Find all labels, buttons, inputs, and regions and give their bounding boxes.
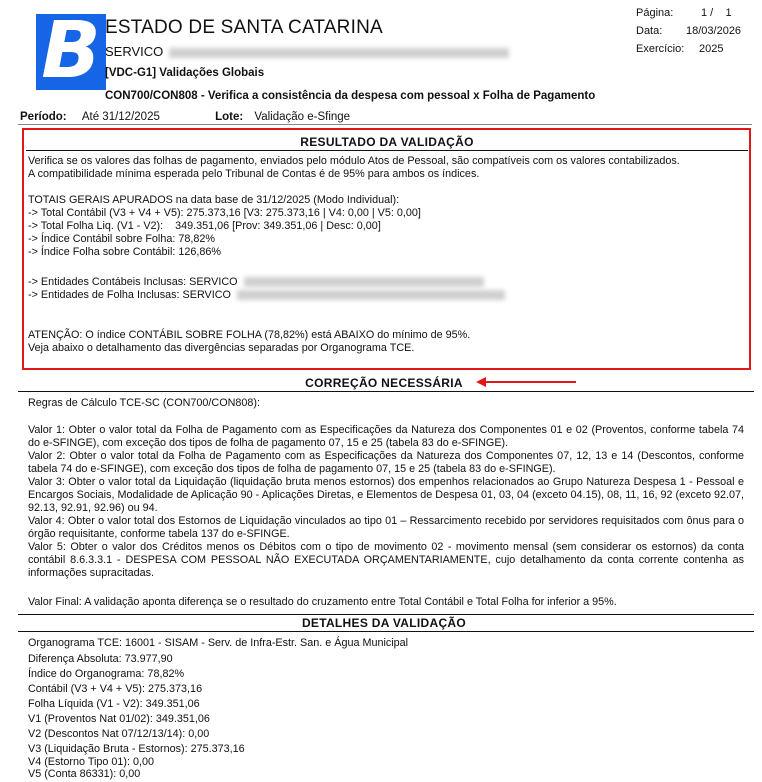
service-label: SERVICO <box>105 44 164 59</box>
date-label: Data: <box>636 25 663 37</box>
result-line: TOTAIS GERAIS APURADOS na data base de 31/12/2025 (Modo Individual): <box>28 194 400 206</box>
year-label: Exercício: <box>636 43 685 55</box>
redacted-text <box>244 277 484 287</box>
rule-final: Valor Final: A validação aponta diferença se o resultado do cruzamento entre Total Contábil e Total Folha for inferior a 95%. <box>28 596 617 608</box>
correction-title: CORREÇÃO NECESSÁRIA <box>305 376 463 390</box>
result-line: -> Total Contábil (V3 + V4 + V5): 275.373,16 [V3: 275.373,16 | V4: 0,00 | V5: 0,00] <box>28 207 421 219</box>
details-top-rule <box>18 614 754 615</box>
result-warning: ATENÇÃO: O índice CONTÁBIL SOBRE FOLHA (78,82%) está ABAIXO do mínimo de 95%. <box>28 329 471 341</box>
correction-title-rule <box>18 391 754 392</box>
detail-line: Folha Líquida (V1 - V2): 349.351,06 <box>28 698 200 710</box>
result-line: Verifica se os valores das folhas de pagamento, enviados pelo módulo Atos de Pessoal, são compatíveis com os valores contabilizados. <box>28 155 680 167</box>
result-title-rule <box>26 150 748 151</box>
rule-value-2: Valor 2: Obter o valor total da Folha de Pagamento com as Especificações da Natureza dos Componentes 07, 12, 13 e 14 (Descontos, conforme tabela 74 do e-SFINGE), com exceção dos tipos de folha de pagamento 07, 15 e 25 (tabela 83 do e-SFINGE). <box>28 450 744 475</box>
result-entities-accounting <box>28 276 484 288</box>
periodo-label: Período: <box>20 111 67 123</box>
header-divider <box>18 124 752 125</box>
report-code: [VDC-G1] Validações Globais <box>105 67 265 79</box>
report-title: CON700/CON808 - Verifica a consistência da despesa com pessoal x Folha de Pagamento <box>105 90 596 102</box>
logo <box>36 6 106 96</box>
detail-line: Diferença Absoluta: 73.977,90 <box>28 653 173 665</box>
page-label: Página: <box>636 7 674 19</box>
detail-line: V2 (Descontos Nat 07/12/13/14): 0,00 <box>28 728 210 740</box>
page-value: 1 / 1 <box>701 7 732 19</box>
date-value: 18/03/2026 <box>686 25 742 37</box>
result-line: -> Índice Contábil sobre Folha: 78,82% <box>28 233 215 245</box>
rule-value-4: Valor 4: Obter o valor total dos Estornos de Liquidação vinculados ao tipo 01 – Ressarcimento recebido por servidores requisitados com ônus para o órgão requisitante, conforme tabela 137 do e-SFINGE. <box>28 515 744 540</box>
result-title: RESULTADO DA VALIDAÇÃO <box>300 135 474 149</box>
result-entities-payroll <box>28 289 505 301</box>
filter-row <box>20 111 350 123</box>
details-title: DETALHES DA VALIDAÇÃO <box>301 616 467 630</box>
rule-value-5: Valor 5: Obter o valor dos Créditos menos os Débitos com o tipo de movimento 02 - movimento mensal (sem considerar os estornos) da conta contábil 8.6.3.3.1 - DESPESA COM PESSOAL NÃO EXECUTADA ORÇAMENTARIAMENTE, cujo detalhamento da conta corrente contenha as informações supracitadas. <box>28 541 744 579</box>
lote-label: Lote: <box>215 111 244 123</box>
service-name <box>105 44 509 59</box>
detail-line: V5 (Conta 86331): 0,00 <box>28 768 141 780</box>
rules-intro: Regras de Cálculo TCE-SC (CON700/CON808): <box>28 397 261 409</box>
result-line: Veja abaixo o detalhamento das divergências separadas por Organograma TCE. <box>28 342 415 354</box>
result-line: -> Entidades de Folha Inclusas: SERVICO <box>28 289 231 301</box>
redacted-text <box>169 48 509 58</box>
result-line: A compatibilidade mínima esperada pelo Tribunal de Contas é de 95% para ambos os índices. <box>28 168 480 180</box>
redacted-text <box>237 290 505 300</box>
periodo-value: Até 31/12/2025 <box>81 111 160 123</box>
details-title-rule <box>18 631 754 632</box>
detail-line: Índice do Organograma: 78,82% <box>28 668 185 680</box>
detail-line: V4 (Estorno Tipo 01): 0,00 <box>28 756 155 768</box>
result-line: -> Índice Folha sobre Contábil: 126,86% <box>28 246 221 258</box>
arrow-icon <box>484 381 576 383</box>
detail-line: V1 (Proventos Nat 01/02): 349.351,06 <box>28 713 210 725</box>
report-page <box>14 0 754 782</box>
year-value: 2025 <box>699 43 724 55</box>
logo-letter: B <box>41 6 101 96</box>
rule-value-1: Valor 1: Obter o valor total da Folha de Pagamento com as Especificações da Natureza dos Componentes 01 e 02 (Proventos, conforme tabela 74 do e-SFINGE), com exceção dos tipos de folha de pagamento 07, 15 e 25 (tabela 83 do e-SFINGE). <box>28 424 744 449</box>
detail-line: Contábil (V3 + V4 + V5): 275.373,16 <box>28 683 203 695</box>
rule-value-3: Valor 3: Obter o valor total da Liquidação (liquidação bruta menos estornos) dos empenhos relacionados ao Grupo Natureza Despesa 1 - Pessoal e Encargos Sociais, Modalidade de Aplicação 90 - Aplicações Diretas, e Elementos de Despesa 01, 03, 04 (exceto 04.15), 08, 11, 16, 92 (exceto 92.07, 92.13, 92.91, 92.96) ou 94. <box>28 476 744 514</box>
result-line: -> Total Folha Liq. (V1 - V2): 349.351,06 [Prov: 349.351,06 | Desc: 0,00] <box>28 220 381 232</box>
result-line: -> Entidades Contábeis Inclusas: SERVICO <box>28 276 238 288</box>
detail-line: Organograma TCE: 16001 - SISAM - Serv. de Infra-Estr. San. e Água Municipal <box>28 637 409 649</box>
lote-value: Validação e-Sfinge <box>254 111 351 123</box>
state-name: ESTADO DE SANTA CATARINA <box>105 17 383 38</box>
detail-line: V3 (Liquidação Bruta - Estornos): 275.373,16 <box>28 743 245 755</box>
arrow-head-icon <box>476 377 486 387</box>
